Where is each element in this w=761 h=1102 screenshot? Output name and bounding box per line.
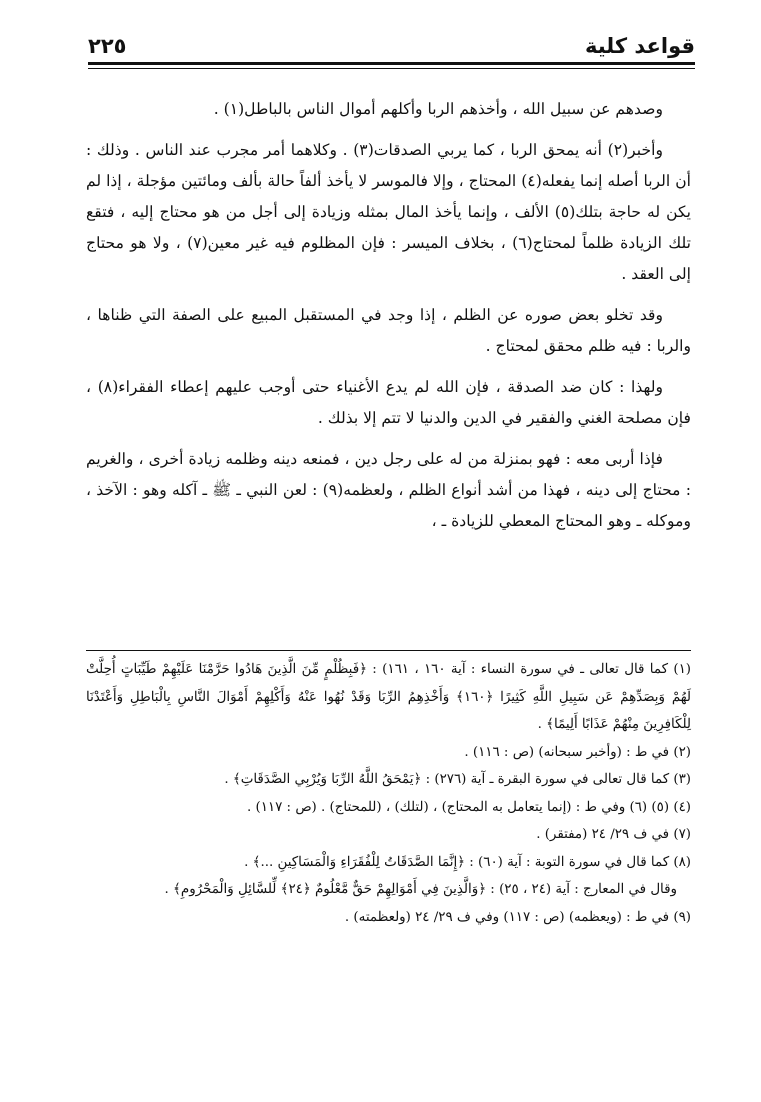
- footnote-1: (١) كما قال تعالى ـ في سورة النساء : آية ١٦٠ ، ١٦١) : ﴿فَبِظُلْمٍ مِّنَ الَّذِينَ هَادُوا حَرَّمْنَا عَلَيْهِمْ طَيِّبَاتٍ أُحِلَّتْ لَهُمْ وَبِصَدِّهِمْ عَن سَبِيلِ اللَّهِ كَثِيرًا ﴿١٦٠﴾ وَأَخْذِهِمُ الرِّبَا وَقَدْ نُهُوا عَنْهُ وَأَكْلِهِمْ أَمْوَالَ النَّاسِ بِالْبَاطِلِ وَأَعْتَدْنَا لِلْكَافِرِينَ مِنْهُمْ عَذَابًا أَلِيمًا﴾ .: [86, 662, 691, 732]
- footnote-9: (٩) في ط : (ويعظمه) (ص : ١١٧) وفي ف ٢٩/ ٢٤ (ولعظمته) .: [344, 909, 691, 925]
- header-rule-thin: [88, 68, 695, 69]
- paragraph: فإذا أربى معه : فهو بمنزلة من له على رجل دين ، فمنعه دينه وظلمه زيادة أخرى ، والغريم : محتاج إلى دينه ، فهذا من أشد أنواع الظلم ، ولعظمه(٩) : لعن النبي ـ ﷺ ـ آكله وهو : الآخذ ، وموكله ـ وهو المحتاج المعطي للزيادة ـ ،: [86, 450, 691, 530]
- footnote-8-continued: وقال في المعارج : آية (٢٤ ، ٢٥) : ﴿وَالَّذِينَ فِي أَمْوَالِهِمْ حَقٌّ مَّعْلُومٌ ﴿٢٤﴾ لِّلسَّائِلِ وَالْمَحْرُومِ﴾ .: [164, 882, 677, 897]
- footnote-8: (٨) كما قال في سورة التوبة : آية (٦٠) : ﴿إِنَّمَا الصَّدَقَاتُ لِلْفُقَرَاءِ وَالْمَسَاكِينِ ...﴾ .: [244, 854, 691, 870]
- footnote-4-5-6: (٤) (٥) (٦) وفي ط : (إنما يتعامل به المحتاج) ، (لتلك) ، (للمحتاج) . (ص : ١١٧) .: [246, 799, 691, 815]
- paragraph: ولهذا : كان ضد الصدقة ، فإن الله لم يدع الأغنياء حتى أوجب عليهم إعطاء الفقراء(٨) ، فإن مصلحة الغني والفقير في الدين والدنيا لا تتم إلا بذلك .: [86, 378, 691, 427]
- footnote-3: (٣) كما قال تعالى في سورة البقرة ـ آية (٢٧٦) : ﴿يَمْحَقُ اللَّهُ الرِّبَا وَيُرْبِي الصَّدَقَاتِ﴾ .: [224, 772, 691, 787]
- page-header: [88, 30, 695, 58]
- paragraph: وقد تخلو بعض صوره عن الظلم ، إذا وجد في المستقبل المبيع على الصفة التي ظناها ، والربا : فيه ظلم محقق لمحتاج .: [86, 306, 691, 355]
- header-rule-thick: [88, 62, 695, 65]
- page-number: ٢٢٥: [88, 34, 127, 58]
- paragraph: وصدهم عن سبيل الله ، وأخذهم الربا وأكلهم أموال الناس بالباطل(١) .: [213, 100, 663, 118]
- footnote-2: (٢) في ط : (وأخبر سبحانه) (ص : ١١٦) .: [464, 744, 691, 760]
- main-text: [86, 94, 691, 547]
- footnote-separator: [86, 650, 691, 651]
- footnote-7: (٧) في ف ٢٩/ ٢٤ (مفتقر) .: [536, 827, 691, 842]
- running-title: قواعد كلية: [585, 34, 695, 58]
- footnotes: [86, 656, 691, 931]
- paragraph: وأخبر(٢) أنه يمحق الربا ، كما يربي الصدقات(٣) . وكلاهما أمر مجرب عند الناس . وذلك : أن الربا أصله إنما يفعله(٤) المحتاج ، وإلا فالموسر لا يأخذ ألفاً حالة بألف ومائتين مؤجلة ، إذا لم يكن له حاجة بتلك(٥) الألف ، وإنما يأخذ المال بمثله وزيادة إلى أجل من هو محتاج إليه ، فتقع تلك الزيادة ظلماً لمحتاج(٦) ، بخلاف الميسر : فإن المظلوم فيه غير معين(٧) ، ولا هو محتاج إلى العقد .: [86, 141, 691, 283]
